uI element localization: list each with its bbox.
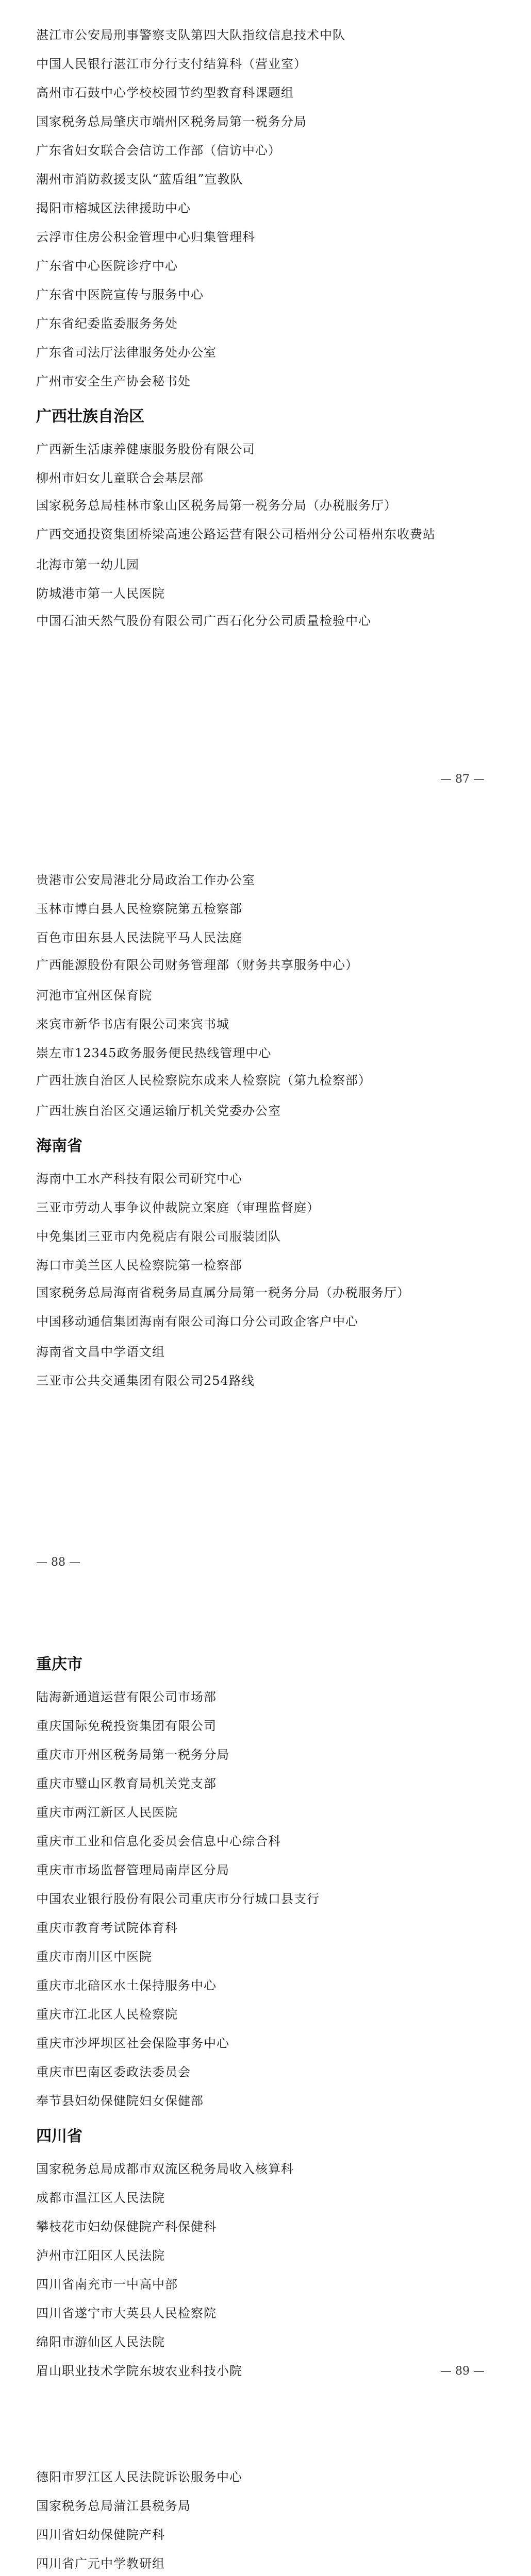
list-item: 绵阳市游仙区人民法院	[36, 2335, 165, 2349]
list-item: 广东省司法厅法律服务处办公室	[36, 345, 217, 360]
list-item: 重庆市巴南区委政法委员会	[36, 2065, 191, 2079]
list-item: 三亚市公共交通集团有限公司254路线	[36, 1374, 255, 1388]
list-item: 四川省妇幼保健院产科	[36, 2528, 165, 2542]
list-item: 重庆市江北区人民检察院	[36, 2007, 178, 2022]
list-item: 四川省广元中学教研组	[36, 2556, 165, 2571]
list-item: 广东省妇女联合会信访工作部（信访中心）	[36, 143, 281, 158]
list-item: 重庆市教育考试院体育科	[36, 1921, 178, 1935]
section-heading: 四川省	[36, 2127, 82, 2145]
list-item: 眉山职业技术学院东坡农业科技小院	[36, 2364, 242, 2378]
list-item: 陆海新通道运营有限公司市场部	[36, 1690, 217, 1704]
list-item: 中国移动通信集团海南有限公司海口分公司政企客户中心	[36, 1314, 358, 1329]
document-page-3	[0, 1623, 531, 2396]
list-item: 重庆国际免税投资集团有限公司	[36, 1719, 217, 1733]
list-item: 攀枝花市妇幼保健院产科保健科	[36, 2219, 217, 2234]
list-item: 湛江市公安局刑事警察支队第四大队指纹信息技术中队	[36, 28, 345, 42]
list-item: 泸州市江阳区人民法院	[36, 2248, 165, 2263]
list-item: 中国人民银行湛江市分行支付结算科（营业室）	[36, 57, 307, 71]
list-item: 重庆市两江新区人民医院	[36, 1805, 178, 1820]
list-item: 广西新生活康养健康服务股份有限公司	[36, 442, 255, 456]
list-item: 重庆市北碚区水土保持服务中心	[36, 1978, 217, 1993]
list-item: 河池市宜州区保育院	[36, 988, 152, 1003]
list-item: 广东省中心医院诊疗中心	[36, 259, 178, 273]
list-item: 重庆市璧山区教育局机关党支部	[36, 1776, 217, 1791]
list-item: 重庆市沙坪坝区社会保险事务中心	[36, 2036, 229, 2050]
list-item: 广西壮族自治区交通运输厅机关党委办公室	[36, 1104, 281, 1118]
list-item: 来宾市新华书店有限公司来宾书城	[36, 1017, 229, 1031]
list-item: 国家税务总局海南省税务局直属分局第一税务分局（办税服务厅）	[36, 1285, 410, 1300]
section-heading: 广西壮族自治区	[36, 408, 144, 426]
list-item: 防城港市第一人民医院	[36, 586, 165, 601]
list-item: 广西壮族自治区人民检察院东成来人检察院（第九检察部）	[36, 1073, 371, 1088]
list-item: 重庆市市场监督管理局南岸区分局	[36, 1863, 229, 1877]
list-item: 高州市石鼓中心学校校园节约型教育科课题组	[36, 86, 294, 100]
list-item: 重庆市工业和信息化委员会信息中心综合科	[36, 1834, 281, 1849]
list-item: 重庆市开州区税务局第一税务分局	[36, 1748, 229, 1762]
list-item: 广西交通投资集团桥梁高速公路运营有限公司梧州分公司梧州东收费站	[36, 527, 436, 541]
list-item: 潮州市消防救援支队“蓝盾组”宣教队	[36, 172, 243, 187]
list-item: 国家税务总局桂林市象山区税务局第一税务分局（办税服务厅）	[36, 498, 397, 513]
list-item: 德阳市罗江区人民法院诉讼服务中心	[36, 2470, 242, 2484]
list-item: 柳州市妇女儿童联合会基层部	[36, 471, 204, 485]
section-heading: 海南省	[36, 1137, 82, 1155]
list-item: 崇左市12345政务服务便民热线管理中心	[36, 1046, 272, 1060]
list-item: 重庆市南川区中医院	[36, 1950, 152, 1964]
list-item: 国家税务总局肇庆市端州区税务局第一税务分局	[36, 114, 307, 129]
list-item: 海南中工水产科技有限公司研究中心	[36, 1172, 242, 1186]
list-item: 成都市温江区人民法院	[36, 2191, 165, 2205]
list-item: 国家税务总局蒲江县税务局	[36, 2499, 191, 2513]
list-item: 中国石油天然气股份有限公司广西石化分公司质量检验中心	[36, 614, 371, 628]
document-page-2	[0, 824, 531, 1597]
document-page-1	[0, 0, 531, 804]
list-item: 中国农业银行股份有限公司重庆市分行城口县支行	[36, 1892, 320, 1906]
page-number: — 87 —	[440, 773, 485, 786]
list-item: 玉林市博白县人民检察院第五检察部	[36, 902, 242, 916]
list-item: 三亚市劳动人事争议仲裁院立案庭（审理监督庭）	[36, 1200, 320, 1215]
list-item: 广东省中医院宣传与服务中心	[36, 287, 204, 302]
list-item: 四川省遂宁市大英县人民检察院	[36, 2306, 217, 2320]
list-item: 中免集团三亚市内免税店有限公司服装团队	[36, 1229, 281, 1244]
list-item: 广州市安全生产协会秘书处	[36, 374, 191, 388]
page-number: — 88 —	[36, 1556, 80, 1569]
list-item: 贵港市公安局港北分局政治工作办公室	[36, 873, 255, 887]
list-item: 揭阳市榕城区法律援助中心	[36, 201, 191, 215]
list-item: 云浮市住房公积金管理中心归集管理科	[36, 230, 255, 244]
list-item: 广东省纪委监委服务务处	[36, 316, 178, 331]
list-item: 国家税务总局成都市双流区税务局收入核算科	[36, 2162, 294, 2176]
list-item: 百色市田东县人民法院平马人民法庭	[36, 930, 242, 945]
section-heading: 重庆市	[36, 1655, 82, 1673]
list-item: 海南省文昌中学语文组	[36, 1345, 165, 1359]
list-item: 广西能源股份有限公司财务管理部（财务共享服务中心）	[36, 958, 358, 972]
page-number: — 89 —	[440, 2365, 485, 2378]
list-item: 北海市第一幼儿园	[36, 557, 139, 572]
list-item: 四川省南充市一中高中部	[36, 2277, 178, 2292]
document-page-4	[0, 2421, 531, 2576]
list-item: 奉节县妇幼保健院妇女保健部	[36, 2094, 204, 2108]
list-item: 海口市美兰区人民检察院第一检察部	[36, 1258, 242, 1273]
